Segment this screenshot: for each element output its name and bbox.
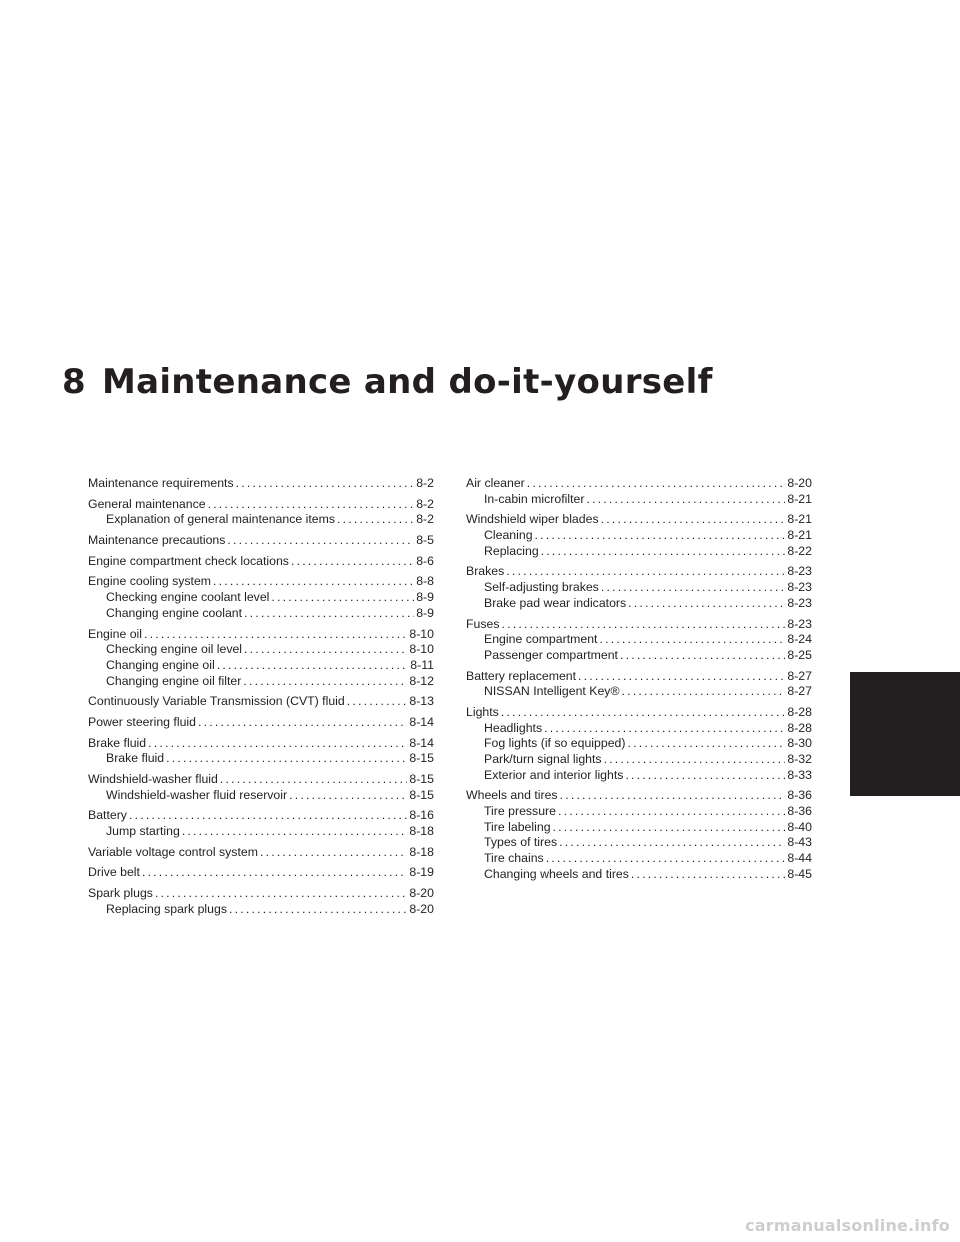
dot-leader <box>599 632 785 648</box>
toc-entry[interactable] <box>88 736 434 752</box>
toc-entry[interactable] <box>466 476 812 492</box>
toc-entry-page: 8-13 <box>409 694 434 709</box>
toc-entry-label: Maintenance precautions <box>88 533 226 548</box>
toc-entry-page: 8-43 <box>787 835 812 850</box>
toc-left-column <box>88 476 434 923</box>
toc-entry-page: 8-11 <box>410 657 434 672</box>
toc-entry-label: Fog lights (if so equipped) <box>484 736 626 751</box>
dot-leader <box>244 606 414 622</box>
toc-entry-page: 8-12 <box>409 673 434 688</box>
toc-entry-page: 8-22 <box>787 543 812 558</box>
toc-subentry[interactable] <box>466 492 812 508</box>
chapter-number: 8 <box>62 362 86 402</box>
toc-entry-label: Replacing <box>484 543 539 558</box>
toc-group <box>88 736 434 767</box>
toc-entry[interactable] <box>466 564 812 580</box>
dot-leader <box>631 867 785 883</box>
toc-entry-label: Maintenance requirements <box>88 476 234 490</box>
toc-entry-label: Spark plugs <box>88 886 153 901</box>
toc-entry-page: 8-5 <box>416 533 434 548</box>
toc-entry-page: 8-24 <box>787 632 812 647</box>
toc-group <box>466 669 812 700</box>
toc-entry-label: Lights <box>466 704 499 719</box>
toc-group <box>88 715 434 731</box>
toc-entry[interactable] <box>466 617 812 633</box>
toc-entry[interactable] <box>88 865 434 881</box>
dot-leader <box>213 574 414 590</box>
toc-group <box>88 865 434 881</box>
toc-group <box>466 476 812 507</box>
dot-leader <box>625 768 785 784</box>
toc-subentry[interactable] <box>466 684 812 700</box>
toc-entry-label: Brake fluid <box>106 751 165 766</box>
toc-entry-label: Tire pressure <box>484 804 556 819</box>
toc-entry-label: Changing engine oil <box>106 657 215 672</box>
dot-leader <box>553 820 786 836</box>
dot-leader <box>260 845 407 861</box>
toc-subentry[interactable] <box>88 658 434 674</box>
toc-entry-label: Battery <box>88 808 127 823</box>
toc-group <box>466 788 812 882</box>
toc-entry-label: Types of tires <box>484 835 558 850</box>
dot-leader <box>544 721 785 737</box>
toc-entry-label: Power steering fluid <box>88 714 196 729</box>
toc-entry-page: 8-2 <box>416 476 434 490</box>
toc-entry-page: 8-10 <box>409 642 434 657</box>
toc-entry-page: 8-36 <box>787 788 812 803</box>
dot-leader <box>289 788 407 804</box>
toc-entry-page: 8-9 <box>416 590 434 605</box>
toc-group <box>88 627 434 690</box>
dot-leader <box>337 512 414 528</box>
toc-entry-page: 8-14 <box>409 714 434 729</box>
toc-entry-page: 8-44 <box>787 851 812 866</box>
toc-subentry[interactable] <box>466 768 812 784</box>
dot-leader <box>129 808 407 824</box>
dot-leader <box>236 476 415 492</box>
dot-leader <box>220 772 408 788</box>
toc-entry-label: Checking engine coolant level <box>106 590 270 605</box>
toc-entry-label: Engine cooling system <box>88 574 212 589</box>
toc-entry[interactable] <box>88 772 434 788</box>
toc-group <box>88 808 434 839</box>
dot-leader <box>601 580 786 596</box>
dot-leader <box>559 835 785 851</box>
dot-leader <box>558 804 785 820</box>
dot-leader <box>546 851 786 867</box>
toc-entry[interactable] <box>88 533 434 549</box>
toc-group <box>88 554 434 570</box>
toc-entry[interactable] <box>88 554 434 570</box>
toc-entry-label: General maintenance <box>88 496 206 511</box>
toc-entry-page: 8-19 <box>409 865 434 880</box>
toc-entry-page: 8-25 <box>787 647 812 662</box>
toc-group <box>88 476 434 492</box>
toc-entry-page: 8-10 <box>409 626 434 641</box>
toc-subentry[interactable] <box>88 590 434 606</box>
dot-leader <box>217 658 409 674</box>
dot-leader <box>506 564 785 580</box>
dot-leader <box>560 788 786 804</box>
toc-subentry[interactable] <box>88 606 434 622</box>
toc-subentry[interactable] <box>466 721 812 737</box>
toc-entry-page: 8-30 <box>787 736 812 751</box>
toc-entry-page: 8-23 <box>787 564 812 579</box>
toc-entry-label: Jump starting <box>106 824 180 839</box>
dot-leader <box>155 886 407 902</box>
toc-entry-label: Fuses <box>466 616 500 631</box>
toc-subentry[interactable] <box>88 642 434 658</box>
toc-entry-label: Changing engine coolant <box>106 605 243 620</box>
toc-entry[interactable] <box>466 705 812 721</box>
toc-entry[interactable] <box>88 497 434 513</box>
toc-entry[interactable] <box>466 788 812 804</box>
toc-entry-label: Exterior and interior lights <box>484 767 624 782</box>
toc-subentry[interactable] <box>88 788 434 804</box>
toc-entry-label: Brake fluid <box>88 735 147 750</box>
toc-entry-label: Self-adjusting brakes <box>484 580 599 595</box>
toc-entry[interactable] <box>88 476 434 492</box>
toc-entry-page: 8-16 <box>409 808 434 823</box>
toc-entry-page: 8-23 <box>787 580 812 595</box>
dot-leader <box>535 528 786 544</box>
toc-entry-label: Headlights <box>484 720 543 735</box>
chapter-thumb-tab <box>850 672 960 796</box>
toc-entry-label: Engine compartment <box>484 632 598 647</box>
dot-leader <box>620 648 785 664</box>
toc-entry-label: Windshield wiper blades <box>466 512 599 527</box>
toc-entry-label: Battery replacement <box>466 668 577 683</box>
dot-leader <box>578 669 785 685</box>
toc-entry-label: NISSAN Intelligent Key® <box>484 684 620 699</box>
toc-group <box>88 533 434 549</box>
toc-subentry[interactable] <box>88 751 434 767</box>
toc-entry-label: Continuously Variable Transmission (CVT) fluid <box>88 694 345 709</box>
toc-entry-page: 8-20 <box>409 901 434 916</box>
toc-subentry[interactable] <box>88 674 434 690</box>
toc-entry-page: 8-21 <box>787 491 812 506</box>
toc-entry-label: Windshield-washer fluid <box>88 772 218 786</box>
toc-subentry[interactable] <box>466 752 812 768</box>
toc-entry-label: Explanation of general maintenance items <box>106 512 335 527</box>
toc-entry-page: 8-23 <box>787 616 812 631</box>
toc-entry-label: Tire labeling <box>484 819 551 834</box>
toc-subentry[interactable] <box>466 544 812 560</box>
toc-entry-label: Engine compartment check locations <box>88 553 289 568</box>
toc-group <box>88 772 434 803</box>
toc-entry-page: 8-18 <box>409 824 434 839</box>
dot-leader <box>244 642 407 658</box>
toc-entry-page: 8-36 <box>787 804 812 819</box>
dot-leader <box>243 674 407 690</box>
toc-group <box>88 497 434 528</box>
toc-entry[interactable] <box>88 627 434 643</box>
dot-leader <box>628 736 786 752</box>
toc-entry-page: 8-45 <box>787 866 812 881</box>
toc-entry-page: 8-20 <box>787 476 812 490</box>
toc-entry-page: 8-33 <box>787 767 812 782</box>
toc-group <box>88 845 434 861</box>
toc-subentry[interactable] <box>466 596 812 612</box>
toc-entry-label: Windshield-washer fluid reservoir <box>106 787 288 802</box>
dot-leader <box>501 705 786 721</box>
dot-leader <box>144 627 407 643</box>
toc-entry-label: Engine oil <box>88 626 143 641</box>
toc-entry-label: Drive belt <box>88 865 140 880</box>
toc-right-column <box>466 476 812 888</box>
toc-group <box>466 512 812 559</box>
toc-group <box>466 564 812 611</box>
toc-subentry[interactable] <box>466 648 812 664</box>
toc-entry-page: 8-27 <box>787 684 812 699</box>
toc-entry-page: 8-14 <box>409 735 434 750</box>
dot-leader <box>347 694 408 710</box>
dot-leader <box>586 492 785 508</box>
dot-leader <box>628 596 785 612</box>
toc-entry-page: 8-40 <box>787 819 812 834</box>
dot-leader <box>142 865 407 881</box>
toc-entry-page: 8-21 <box>787 528 812 543</box>
toc-entry-label: Changing wheels and tires <box>484 866 629 881</box>
toc-entry-label: Air cleaner <box>466 476 525 490</box>
toc-entry-label: Tire chains <box>484 851 544 866</box>
toc-subentry[interactable] <box>466 528 812 544</box>
toc-entry-label: In-cabin microfilter <box>484 491 585 506</box>
toc-entry-page: 8-28 <box>787 720 812 735</box>
toc-entry-label: Variable voltage control system <box>88 844 258 859</box>
toc-subentry[interactable] <box>466 867 812 883</box>
dot-leader <box>604 752 786 768</box>
toc-subentry[interactable] <box>88 902 434 918</box>
toc-subentry[interactable] <box>466 820 812 836</box>
toc-entry-page: 8-32 <box>787 752 812 766</box>
toc-entry-page: 8-9 <box>416 605 434 620</box>
toc-group <box>466 705 812 783</box>
toc-subentry[interactable] <box>466 835 812 851</box>
toc-entry-page: 8-28 <box>787 704 812 719</box>
chapter-title <box>62 362 713 402</box>
toc-group <box>88 574 434 621</box>
toc-subentry[interactable] <box>466 804 812 820</box>
toc-entry-page: 8-2 <box>416 496 434 511</box>
toc-entry[interactable] <box>88 808 434 824</box>
toc-entry[interactable] <box>466 669 812 685</box>
toc-entry-page: 8-15 <box>409 787 434 802</box>
dot-leader <box>182 824 408 840</box>
toc-entry-label: Replacing spark plugs <box>106 901 227 916</box>
toc-entry-label: Brake pad wear indicators <box>484 595 627 610</box>
toc-entry-label: Wheels and tires <box>466 788 558 803</box>
toc-group <box>466 617 812 664</box>
toc-entry-page: 8-21 <box>787 512 812 527</box>
toc-entry-label: Passenger compartment <box>484 647 618 662</box>
toc-group <box>88 694 434 710</box>
toc-entry[interactable] <box>88 715 434 731</box>
toc-entry-page: 8-23 <box>787 595 812 610</box>
toc-entry-label: Brakes <box>466 564 505 579</box>
toc-entry-page: 8-20 <box>409 886 434 901</box>
dot-leader <box>601 512 786 528</box>
toc-entry-label: Checking engine oil level <box>106 642 243 657</box>
toc-entry[interactable] <box>88 694 434 710</box>
dot-leader <box>227 533 414 549</box>
toc-entry-page: 8-8 <box>416 574 434 589</box>
dot-leader <box>541 544 786 560</box>
chapter-title-text: Maintenance and do-it-yourself <box>101 362 713 402</box>
toc-entry-label: Changing engine oil filter <box>106 673 242 688</box>
dot-leader <box>166 751 407 767</box>
toc-entry-page: 8-2 <box>416 512 434 527</box>
dot-leader <box>198 715 407 731</box>
dot-leader <box>527 476 786 492</box>
toc-entry-page: 8-6 <box>416 553 434 568</box>
toc-subentry[interactable] <box>88 824 434 840</box>
toc-entry-page: 8-27 <box>787 668 812 683</box>
toc-subentry[interactable] <box>88 512 434 528</box>
toc-entry[interactable] <box>88 845 434 861</box>
toc-entry[interactable] <box>466 512 812 528</box>
dot-leader <box>208 497 415 513</box>
dot-leader <box>148 736 407 752</box>
toc-entry-page: 8-18 <box>409 844 434 859</box>
dot-leader <box>229 902 407 918</box>
toc-entry-label: Park/turn signal lights <box>484 752 602 766</box>
toc-subentry[interactable] <box>466 736 812 752</box>
toc-subentry[interactable] <box>466 580 812 596</box>
dot-leader <box>291 554 414 570</box>
dot-leader <box>622 684 786 700</box>
dot-leader <box>271 590 414 606</box>
watermark: carmanualsonline.info <box>745 1216 950 1235</box>
toc-subentry[interactable] <box>466 632 812 648</box>
toc-entry-label: Cleaning <box>484 528 533 543</box>
toc-entry[interactable] <box>88 574 434 590</box>
toc-entry-page: 8-15 <box>409 772 434 786</box>
toc-entry-page: 8-15 <box>409 751 434 766</box>
toc-group <box>88 886 434 917</box>
toc-entry[interactable] <box>88 886 434 902</box>
toc-subentry[interactable] <box>466 851 812 867</box>
dot-leader <box>502 617 786 633</box>
